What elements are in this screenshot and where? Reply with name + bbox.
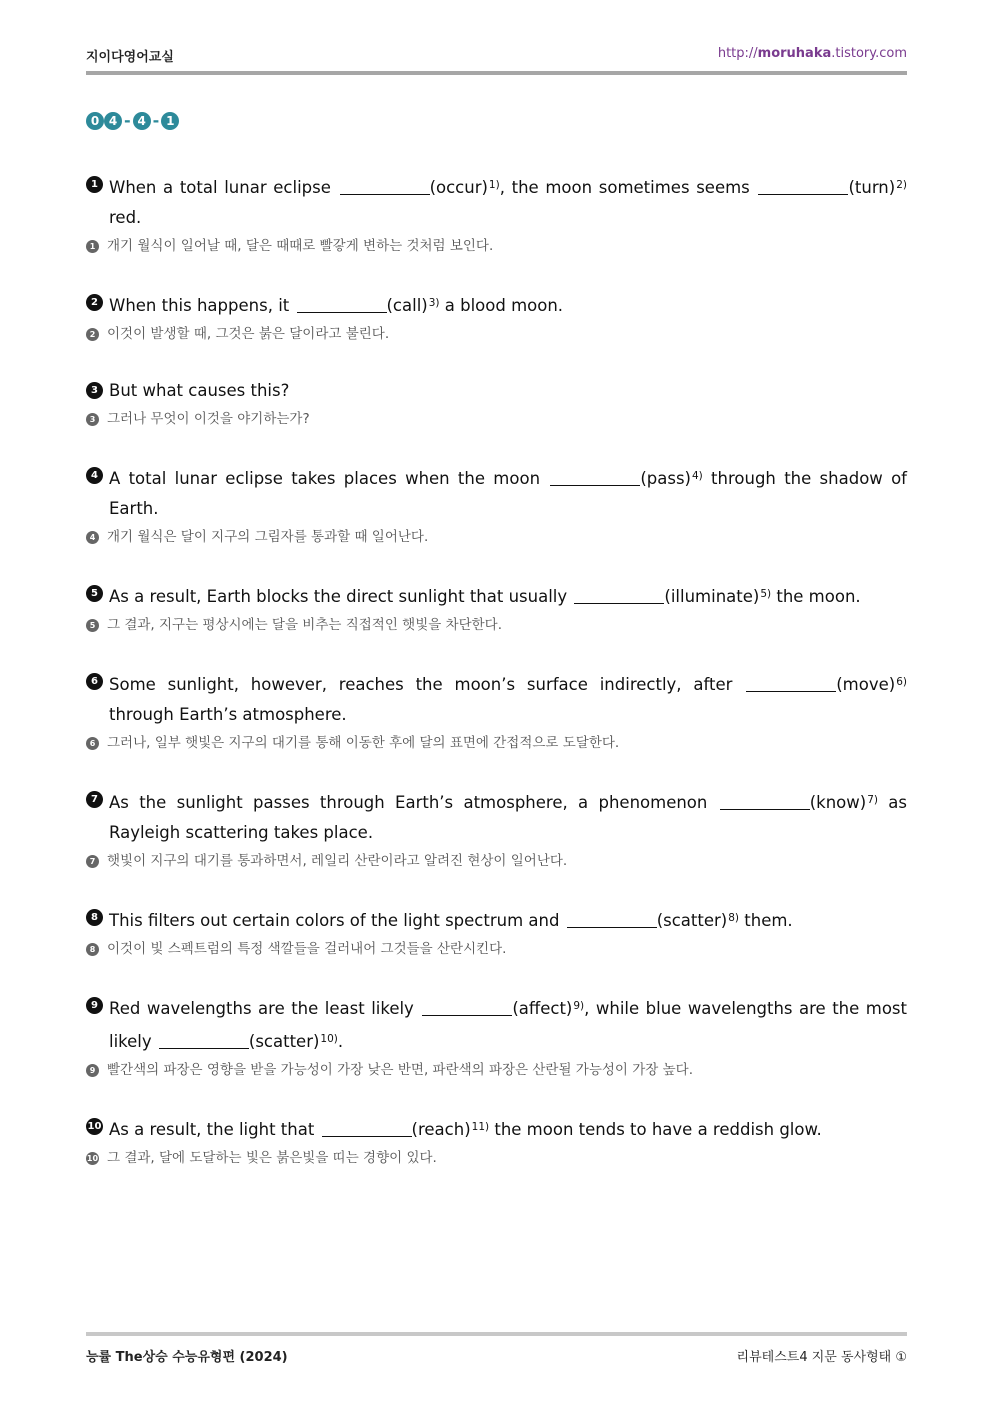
footer-divider [86, 1332, 907, 1336]
answer-blank[interactable] [746, 673, 836, 692]
sentence-text: as Rayleigh scattering takes place. [109, 793, 908, 842]
exercise-list [86, 170, 907, 1200]
item-number: 7 [86, 791, 103, 808]
sentence-text: Red wavelengths are the least likely [109, 999, 421, 1018]
item-number: 10 [86, 1118, 103, 1135]
sentence-text: A total lunar eclipse takes places when the moon [109, 469, 549, 488]
answer-blank[interactable] [567, 909, 657, 928]
sentence-text: , while blue wavelengths are the most likely [109, 999, 907, 1051]
item-number: 6 [86, 673, 103, 690]
page-header [86, 44, 907, 66]
translation-text: 그러나 무엇이 이것을 야기하는가? [107, 411, 310, 427]
footnote-number: 9) [573, 1000, 585, 1012]
korean-translation [86, 613, 907, 637]
translation-text: 그러나, 일부 햇빛은 지구의 대기를 통해 이동한 후에 달의 표면에 간접적으로 도달한다. [107, 735, 620, 751]
exercise-item [86, 288, 907, 346]
translation-number: 5 [86, 619, 99, 632]
translation-text: 개기 월식이 일어날 때, 달은 때때로 빨갛게 변하는 것처럼 보인다. [107, 238, 494, 254]
item-number: 8 [86, 909, 103, 926]
verb-hint: (scatter) [656, 911, 728, 930]
sentence-text: As the sunlight passes through Earth’s atmosphere, a phenomenon [109, 793, 718, 812]
sentence-text: a blood moon. [439, 296, 564, 315]
footnote-number: 8) [728, 912, 740, 924]
english-sentence [86, 170, 907, 233]
english-sentence [86, 288, 907, 321]
translation-number: 4 [86, 531, 99, 544]
translation-text: 빨간색의 파장은 영향을 받을 가능성이 가장 낮은 반면, 파란색의 파장은 산란될 가능성이 가장 높다. [107, 1062, 694, 1078]
sentence-text: As a result, the light that [109, 1120, 320, 1139]
korean-translation [86, 525, 907, 549]
sentence-text: Some sunlight, however, reaches the moon’s surface indirectly, after [109, 675, 745, 694]
passage-code: 0 4 - 4 - 1 [86, 111, 179, 131]
korean-translation [86, 1058, 907, 1082]
sentence-text: But what causes this? [109, 381, 290, 400]
footnote-number: 3) [428, 297, 440, 309]
exercise-item [86, 903, 907, 961]
sentence-text: through Earth’s atmosphere. [109, 705, 347, 724]
item-number: 3 [86, 382, 103, 399]
sentence-text: the moon. [771, 587, 861, 606]
answer-blank[interactable] [297, 294, 387, 313]
translation-number: 10 [86, 1152, 99, 1165]
english-sentence [86, 667, 907, 730]
verb-hint: (scatter) [248, 1032, 320, 1051]
item-number: 1 [86, 176, 103, 193]
exercise-item [86, 170, 907, 258]
footnote-number: 10) [320, 1033, 338, 1045]
sentence-text: . [337, 1032, 344, 1051]
english-sentence [86, 1112, 907, 1145]
answer-blank[interactable] [720, 791, 810, 810]
english-sentence [86, 461, 907, 524]
footnote-number: 11) [471, 1121, 490, 1133]
answer-blank[interactable] [550, 467, 640, 486]
answer-blank[interactable] [758, 176, 848, 195]
sentence-text: As a result, Earth blocks the direct sunlight that usually [109, 587, 573, 606]
footnote-number: 2) [896, 179, 907, 191]
item-number: 2 [86, 294, 103, 311]
english-sentence [86, 903, 907, 936]
exercise-item [86, 991, 907, 1082]
header-divider [86, 71, 907, 75]
verb-hint: (call) [386, 296, 428, 315]
translation-number: 2 [86, 328, 99, 341]
sentence-text: through the shadow of Earth. [109, 469, 907, 518]
translation-number: 1 [86, 240, 99, 253]
translation-text: 그 결과, 지구는 평상시에는 달을 비추는 직접적인 햇빛을 차단한다. [107, 617, 503, 633]
item-number: 4 [86, 467, 103, 484]
answer-blank[interactable] [322, 1118, 412, 1137]
verb-hint: (illuminate) [664, 587, 760, 606]
translation-text: 이것이 발생할 때, 그것은 붉은 달이라고 불린다. [107, 326, 390, 342]
english-sentence [86, 991, 907, 1057]
url-prefix: http:// [717, 46, 758, 61]
translation-number: 8 [86, 943, 99, 956]
korean-translation [86, 1146, 907, 1170]
answer-blank[interactable] [422, 997, 512, 1016]
english-sentence [86, 785, 907, 848]
footer-test-title: 리뷰테스트4 지문 동사형태 ① [736, 1350, 907, 1365]
code-digit: 1 [161, 112, 179, 130]
exercise-item [86, 785, 907, 873]
verb-hint: (turn) [848, 178, 896, 197]
exercise-item [86, 667, 907, 755]
exercise-item [86, 461, 907, 549]
exercise-item [86, 579, 907, 637]
site-url[interactable] [718, 46, 907, 61]
korean-translation [86, 849, 907, 873]
english-sentence [86, 579, 907, 612]
translation-text: 햇빛이 지구의 대기를 통과하면서, 레일리 산란이라고 알려진 현상이 일어난다. [107, 853, 568, 869]
korean-translation [86, 322, 907, 346]
translation-number: 7 [86, 855, 99, 868]
verb-hint: (reach) [411, 1120, 471, 1139]
sentence-text: This filters out certain colors of the light spectrum and [109, 911, 565, 930]
brand-title: 지이다영어교실 [86, 50, 174, 65]
answer-blank[interactable] [159, 1030, 249, 1049]
footnote-number: 7) [867, 794, 878, 806]
translation-text: 개기 월식은 달이 지구의 그림자를 통과할 때 일어난다. [107, 529, 429, 545]
verb-hint: (move) [836, 675, 896, 694]
exercise-item [86, 376, 907, 431]
sentence-text: When a total lunar eclipse [109, 178, 338, 197]
verb-hint: (know) [809, 793, 867, 812]
footnote-number: 5) [760, 588, 772, 600]
answer-blank[interactable] [340, 176, 430, 195]
code-digit: 4 [133, 112, 151, 130]
verb-hint: (affect) [512, 999, 573, 1018]
korean-translation [86, 234, 907, 258]
translation-text: 그 결과, 달에 도달하는 빛은 붉은빛을 띠는 경향이 있다. [107, 1150, 437, 1166]
verb-hint: (occur) [429, 178, 488, 197]
sentence-text: When this happens, it [109, 296, 295, 315]
footnote-number: 6) [896, 676, 907, 688]
sentence-text: them. [739, 911, 793, 930]
sentence-text: red. [109, 208, 142, 227]
korean-translation [86, 407, 907, 431]
code-digit: 4 [104, 112, 122, 130]
item-number: 5 [86, 585, 103, 602]
translation-number: 6 [86, 737, 99, 750]
footer-book-title: 능률 The상승 수능유형편 (2024) [86, 1350, 288, 1365]
url-bold: moruhaka [757, 46, 832, 61]
korean-translation [86, 731, 907, 755]
translation-text: 이것이 빛 스펙트럼의 특정 색깔들을 걸러내어 그것들을 산란시킨다. [107, 941, 507, 957]
exercise-item [86, 1112, 907, 1170]
footnote-number: 4) [691, 470, 703, 482]
korean-translation [86, 937, 907, 961]
answer-blank[interactable] [574, 585, 664, 604]
code-digit: 0 [86, 112, 104, 130]
sentence-text: the moon tends to have a reddish glow. [489, 1120, 822, 1139]
english-sentence [86, 376, 907, 406]
footnote-number: 1) [488, 179, 500, 191]
url-suffix: .tistory.com [831, 46, 907, 61]
sentence-text: , the moon sometimes seems [499, 178, 757, 197]
item-number: 9 [86, 997, 103, 1014]
translation-number: 9 [86, 1064, 99, 1077]
translation-number: 3 [86, 413, 99, 426]
verb-hint: (pass) [640, 469, 691, 488]
